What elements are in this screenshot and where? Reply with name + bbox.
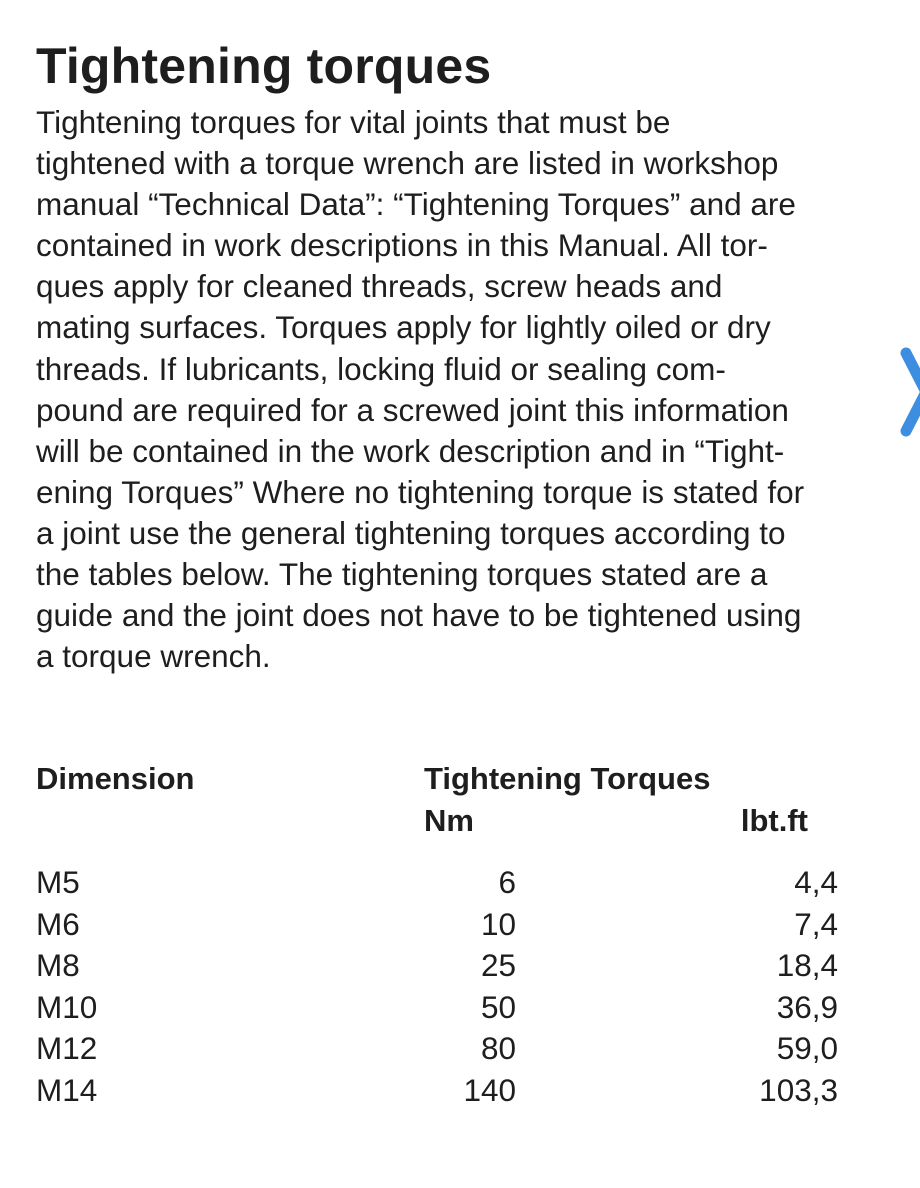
paragraph-line: the tables below. The tightening torques stated are a: [36, 556, 768, 593]
cell-nm: 10: [480, 905, 516, 942]
paragraph-line: ening Torques” Where no tightening torque is stated for: [36, 473, 805, 510]
cell-lbt-ft: 18,4: [776, 947, 838, 983]
header-lbt-ft: lbt.ft: [740, 803, 808, 838]
cell-lbt-ft: 4,4: [794, 864, 838, 900]
paragraph-line: Tightening torques for vital joints that must be: [36, 104, 671, 140]
cell-dimension: M8: [36, 947, 80, 983]
table-row: [36, 862, 836, 904]
paragraph-line: guide and the joint does not have to be tightened using: [36, 597, 802, 634]
paragraph-line: threads. If lubricants, locking fluid or sealing com-: [36, 350, 726, 387]
body-paragraph: [36, 102, 896, 677]
cell-dimension: M12: [36, 1030, 98, 1066]
table-row: [36, 987, 836, 1029]
cell-nm: 50: [480, 988, 516, 1025]
cell-dimension: M10: [36, 988, 98, 1025]
table-row: [36, 1028, 836, 1070]
cell-nm: 80: [480, 1030, 516, 1066]
table-row: [36, 945, 836, 987]
cell-lbt-ft: 59,0: [776, 1030, 838, 1066]
cell-dimension: M6: [36, 905, 80, 942]
page-title: Tightening torques: [36, 38, 492, 94]
paragraph-line: will be contained in the work description and in “Tight-: [36, 432, 785, 469]
paragraph-line: mating surfaces. Torques apply for lightly oiled or dry: [36, 309, 771, 346]
cell-lbt-ft: 7,4: [794, 905, 838, 942]
paragraph-line: contained in work descriptions in this Manual. All tor-: [36, 227, 768, 264]
cell-nm: 25: [480, 947, 516, 983]
cell-nm: 140: [463, 1071, 516, 1108]
paragraph-line: manual “Technical Data”: “Tightening Torques” and are: [36, 186, 796, 223]
cell-lbt-ft: 36,9: [776, 988, 838, 1025]
paragraph-line: ques apply for cleaned threads, screw heads and: [36, 268, 723, 305]
paragraph-line: a joint use the general tightening torques according to: [36, 514, 786, 551]
paragraph-line: a torque wrench.: [36, 638, 271, 675]
cell-nm: 6: [498, 864, 516, 900]
header-tightening-torques: Tightening Torques: [424, 761, 711, 796]
paragraph-line: pound are required for a screwed joint this information: [36, 391, 789, 428]
header-dimension: Dimension: [36, 761, 195, 796]
header-nm: Nm: [424, 803, 474, 838]
table-row: [36, 1070, 836, 1112]
table-row: [36, 904, 836, 946]
chevron-right-icon[interactable]: [896, 345, 920, 440]
cell-dimension: M14: [36, 1071, 98, 1108]
cell-dimension: M5: [36, 864, 80, 900]
paragraph-line: tightened with a torque wrench are listed in workshop: [36, 145, 779, 182]
cell-lbt-ft: 103,3: [759, 1071, 838, 1108]
